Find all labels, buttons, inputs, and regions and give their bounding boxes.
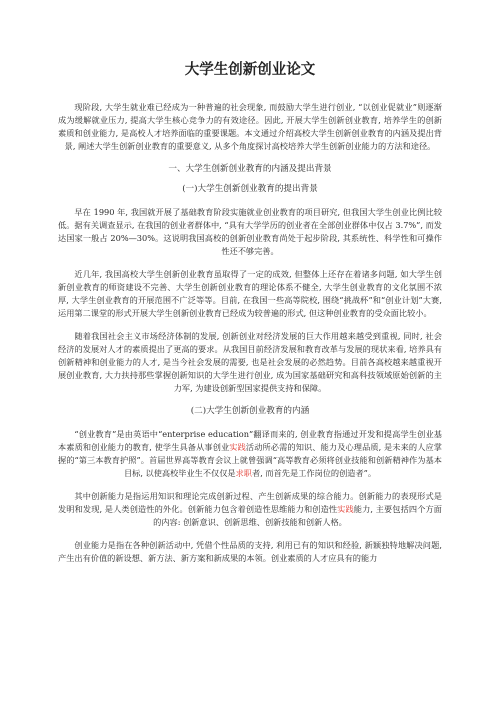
paragraph-5-text-a: 其中创新能力是指运用知识和理论完成创新过程、产生创新成果的综合能力。创新能力的表现形式是发明和发现, 是人类创造性的外化。创新能力包含着创造性思维能力和创造性 — [58, 491, 442, 514]
body-paragraph-1: 早在 1990 年, 我国就开展了基础教育阶段实施就业创业教育的项目研究, 但我国大学生创业比例比较低。据有关调查显示, 在我国的创业者群体中, “具有大学学历的创业者在全部创业群体中仅占 3.7%”, 而发达国家一般占 20%—30%。这说明我国高校的创新创业教育尚处于起步阶段, 其系统性、科学性和可操作性还不够完善。 — [58, 207, 442, 256]
body-paragraph-6: 创业能力是指在各种创新活动中, 凭借个性品质的支持, 利用已有的知识和经验, 新颖独特地解决问题, 产生出有价值的新设想、新方法、新方案和新成果的本领。创业素质的人才应具有的能力 — [58, 540, 442, 563]
link-practice[interactable]: 实践 — [229, 442, 246, 452]
document-title: 大学生创新创业论文 — [184, 62, 316, 78]
section-heading-1: 一、大学生创新创业教育的内涵及提出背景 — [168, 164, 332, 174]
abstract-paragraph: 现阶段, 大学生就业难已经成为一种普遍的社会现象, 而鼓励大学生进行创业, “以创业促就业”则逐渐成为缓解就业压力, 提高大学生核心竞争力的有效途径。因此, 开展大学生创新创业教育, 培养学生的创新素质和创业能力, 是高校人才培养面临的重要课题。本文通过介绍高校大学生创新创业教育的内涵及提出背景, 阐述大学生创新创业教育的重要意义, 从多个角度探讨高校培养大学生创新创业能力的方法和途径。 — [58, 102, 442, 151]
body-paragraph-4 — [58, 428, 442, 480]
link-practice-2[interactable]: 实践 — [337, 504, 354, 514]
subsection-heading-2: (二)大学生创新创业教育的内涵 — [190, 406, 310, 416]
paragraph-4-text-a: “创业教育”是由英语中“enterprise education”翻译而来的, 创业教育指通过开发和提高学生创业基本素质和创业能力的教育, 使学生具备从事创业 — [58, 429, 442, 452]
paragraph-4-text-c: 者, 而首先是工作岗位的创造者”。 — [252, 468, 377, 478]
subsection-heading-1: (一)大学生创新创业教育的提出背景 — [182, 184, 318, 194]
body-paragraph-3: 随着我国社会主义市场经济体制的发展, 创新创业对经济发展的巨大作用越来越受到重视, 同时, 社会经济的发展对人才的素质提出了更高的要求。从我国目前经济发展和教育改革与发展的现状来看, 培养具有创新精神和创业能力的人才, 是当今社会发展的需要, 也是社会发展的必然趋势。目前各高校越来越重视开展创业教育, 大力扶持那些掌握创新知识的大学生进行创业, 成为国家基础研究和高科技领域原始创新的主力军, 为建设创新型国家提供支持和保障。 — [58, 331, 442, 393]
link-job-seeking[interactable]: 求职 — [235, 468, 252, 478]
body-paragraph-5 — [58, 490, 442, 529]
paragraph-4-text-b: 活动所必需的知识、能力及心理品质, 是未来的人应掌握的“第三本教育护照”。首届世界高等教育会议上就曾强调“高等教育必须将创业技能和创新精神作为基本目标, 以使高校毕业生不仅仅是 — [58, 442, 442, 478]
body-paragraph-2: 近几年, 我国高校大学生创新创业教育虽取得了一定的成效, 但整体上还存在着诸多问题, 如大学生创新创业教育的师资建设不完善、大学生创新创业教育的理论体系不健全, 大学生创业教育的文化氛围不浓厚, 大学生创业教育的开展范围不广泛等等。目前, 在我国一些高等院校, 围绕“挑战杯”和“创业计划”大赛, 运用第二课堂的形式开展大学生创新创业教育已经成为较普遍的形式, 但这种创业教育的受众面比较小。 — [58, 269, 442, 318]
paragraph-5-text-b: 能力, 主要包括四个方面的内容: 创新意识、创新思维、创新技能和创新人格。 — [153, 504, 442, 527]
